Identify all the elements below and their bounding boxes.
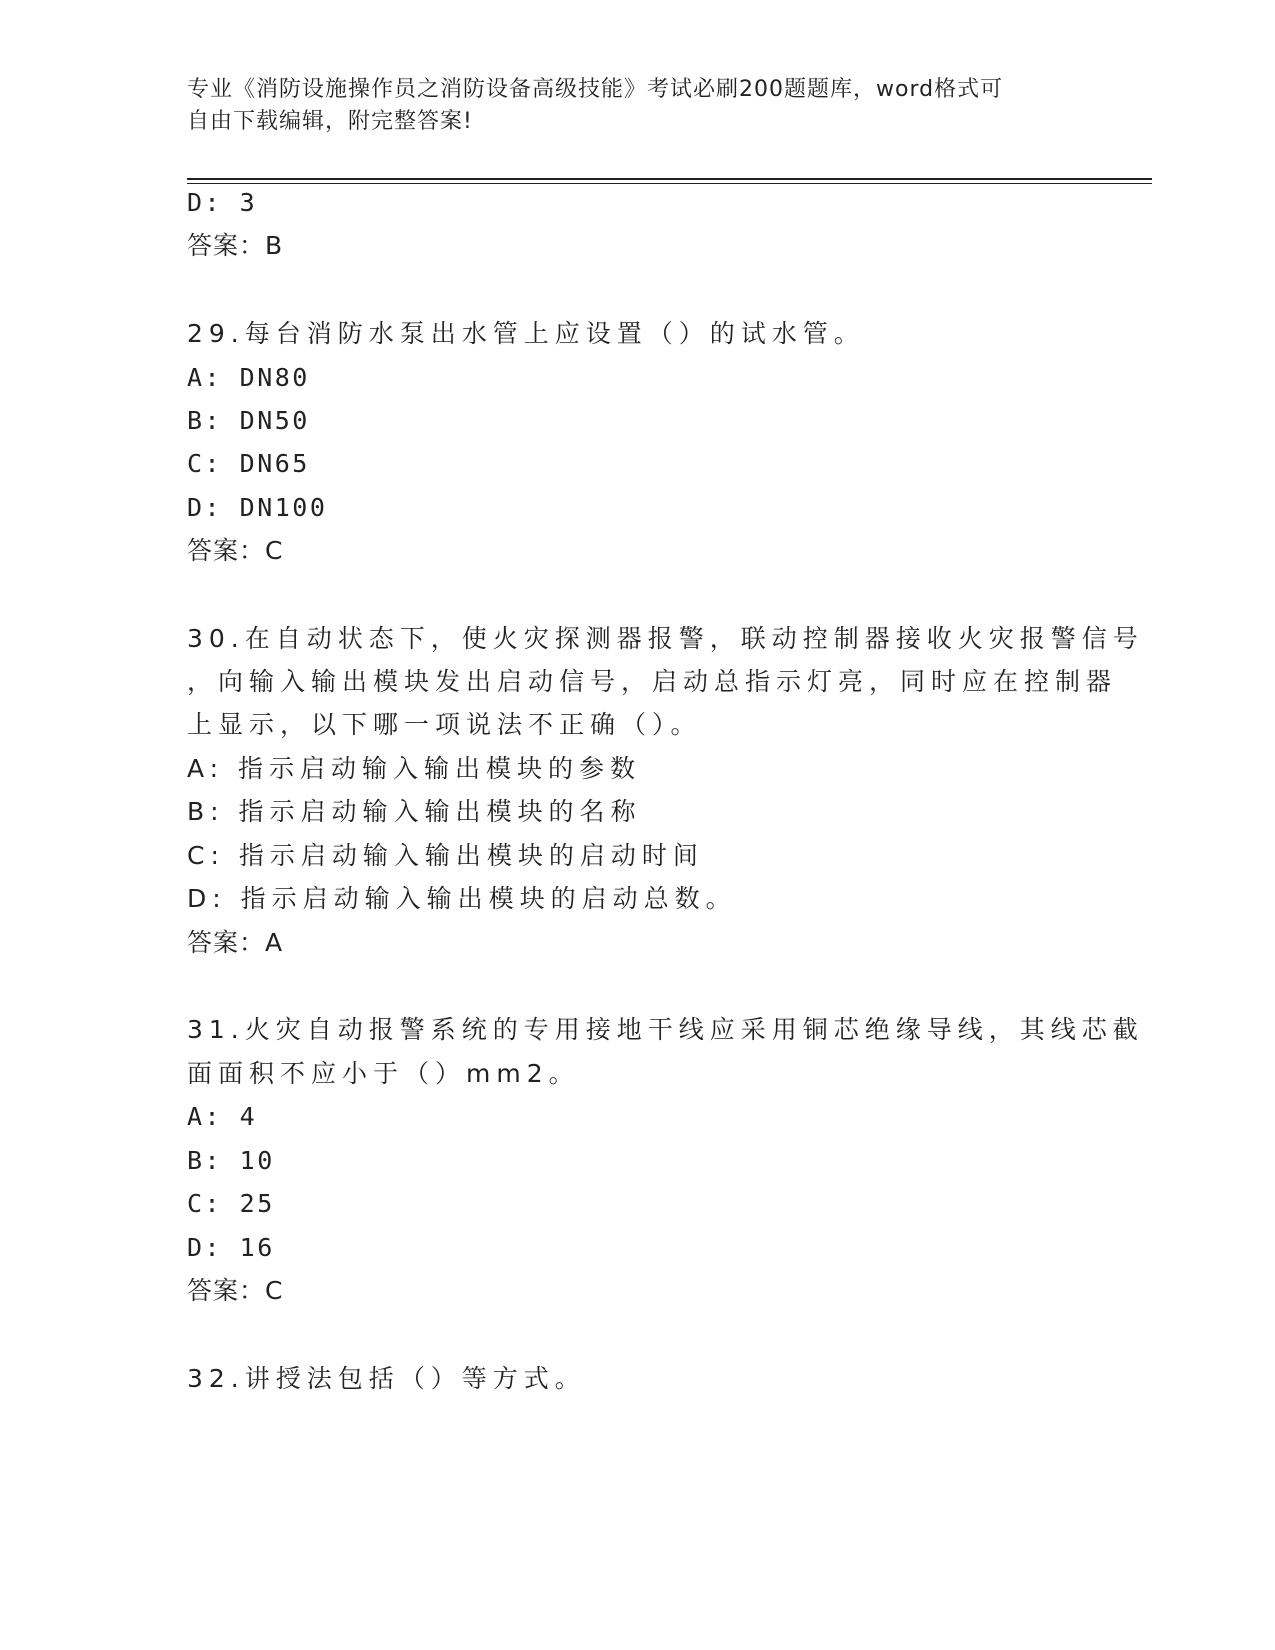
option-a-q29: A: DN80 [187, 363, 310, 392]
option-c-q31: C: 25 [187, 1189, 275, 1218]
header-line-2: 自由下载编辑，附完整答案! [187, 109, 473, 134]
option-b-q30: B: 指示启动输入输出模块的名称 [187, 797, 642, 826]
option-a-q30: A: 指示启动输入输出模块的参数 [187, 754, 642, 783]
option-c-q29: C: DN65 [187, 449, 310, 478]
answer-q31: 答案：C [187, 1276, 284, 1305]
answer-q29: 答案：C [187, 536, 284, 565]
question-29: 29.每台消防水泵出水管上应设置（）的试水管。 [187, 319, 865, 348]
answer-q30: 答案：A [187, 928, 284, 957]
option-d-q28: D: 3 [187, 188, 258, 217]
option-d-q31: D: 16 [187, 1233, 275, 1262]
answer-q28: 答案：B [187, 231, 284, 260]
option-b-q31: B: 10 [187, 1146, 275, 1175]
question-31-line-1: 31.火灾自动报警系统的专用接地干线应采用铜芯绝缘导线，其线芯截 [187, 1015, 1144, 1044]
option-b-q29: B: DN50 [187, 406, 310, 435]
question-32: 32.讲授法包括（）等方式。 [187, 1364, 586, 1393]
option-d-q29: D: DN100 [187, 493, 328, 522]
header-line-1: 专业《消防设施操作员之消防设备高级技能》考试必刷200题题库，word格式可 [187, 77, 1004, 102]
header-rule-thick [187, 178, 1152, 180]
question-30-line-1: 30.在自动状态下，使火灾探测器报警，联动控制器接收火灾报警信号 [187, 624, 1144, 653]
question-30-line-3: 上显示，以下哪一项说法不正确（）。 [187, 710, 702, 739]
question-31-line-2: 面面积不应小于（）mm2。 [187, 1059, 580, 1088]
option-d-q30: D: 指示启动输入输出模块的启动总数。 [187, 884, 737, 913]
header-rule-thin [187, 183, 1152, 184]
option-a-q31: A: 4 [187, 1102, 258, 1131]
page-header [187, 74, 1067, 138]
option-c-q30: C: 指示启动输入输出模块的启动时间 [187, 841, 704, 870]
question-30-line-2: ，向输入输出模块发出启动信号，启动总指示灯亮，同时应在控制器 [187, 667, 1118, 696]
